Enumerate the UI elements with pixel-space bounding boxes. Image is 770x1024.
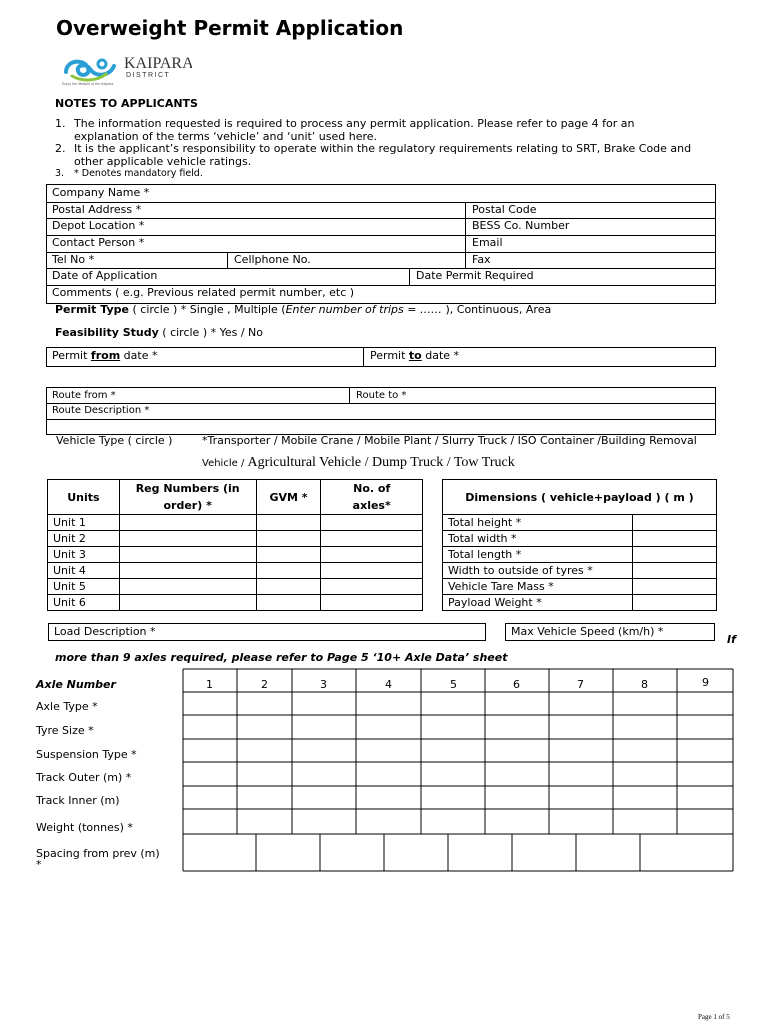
unit-label: Unit 1 <box>48 515 120 531</box>
note-number: 1. <box>55 117 66 130</box>
note-text: * Denotes mandatory field. <box>74 168 203 179</box>
axle-row-label: Track Outer (m) * <box>36 771 132 784</box>
page-number: Page 1 of 5 <box>698 1013 730 1021</box>
permit-type-label: Permit Type <box>55 303 129 316</box>
note-text: It is the applicant’s responsibility to operate within the regulatory requirements relating to SRT, Brake Code and <box>74 142 692 155</box>
axle-number: 5 <box>450 678 457 691</box>
reg-numbers-header: Reg Numbers (in order) * <box>119 480 256 515</box>
axle-note-if: If <box>727 633 736 646</box>
dimension-label: Vehicle Tare Mass * <box>443 579 633 595</box>
logo-text-district: DISTRICT <box>126 72 171 79</box>
note-text: other applicable vehicle ratings. <box>74 154 252 168</box>
axle-number: 2 <box>261 678 268 691</box>
units-header: Units <box>48 480 120 515</box>
permit-trips-input[interactable]: Enter number of trips = …… <box>285 303 446 316</box>
unit-label: Unit 5 <box>48 579 120 595</box>
unit-label: Unit 6 <box>48 595 120 611</box>
cellphone-field[interactable]: Cellphone No. <box>234 253 311 266</box>
vehicle-type-options-2[interactable]: Vehicle / Agricultural Vehicle / Dump Truck / Tow Truck <box>202 455 515 470</box>
note-number: 2. <box>55 142 66 155</box>
postal-code-field[interactable]: Postal Code <box>472 203 537 216</box>
dimension-label: Total width * <box>443 531 633 547</box>
axle-number: 1 <box>206 678 213 691</box>
axle-number: 6 <box>513 678 520 691</box>
axle-number: 4 <box>385 678 392 691</box>
axles-header: No. of axles* <box>321 480 423 515</box>
axle-number: 9 <box>702 676 709 689</box>
feasibility-label: Feasibility Study <box>55 326 159 339</box>
vehicle-type-label: Vehicle Type ( circle ) <box>56 434 173 447</box>
postal-address-field[interactable]: Postal Address * <box>52 203 142 216</box>
axle-row-label: Suspension Type * <box>36 748 137 761</box>
company-name-field[interactable]: Company Name * <box>52 186 150 199</box>
bess-number-field[interactable]: BESS Co. Number <box>472 219 570 232</box>
unit-label: Unit 3 <box>48 547 120 563</box>
dimensions-header: Dimensions ( vehicle+payload ) ( m ) <box>443 480 717 515</box>
logo-tagline: Enjoy the lifestyle of the Kaipara <box>62 82 114 86</box>
comments-field[interactable]: Comments ( e.g. Previous related permit number, etc ) <box>52 286 355 299</box>
note-number: 3. <box>55 168 65 179</box>
permit-to-date-field[interactable]: Permit to date * <box>370 349 460 362</box>
axle-row-label: * <box>36 858 42 871</box>
axle-number: 8 <box>641 678 648 691</box>
contact-person-field[interactable]: Contact Person * <box>52 236 145 249</box>
gvm-header: GVM * <box>256 480 321 515</box>
route-description-field[interactable]: Route Description * <box>52 405 150 416</box>
logo-text-kaipara: KAIPARA <box>124 55 192 72</box>
route-from-field[interactable]: Route from * <box>52 390 116 401</box>
dimension-label: Width to outside of tyres * <box>443 563 633 579</box>
unit-label: Unit 4 <box>48 563 120 579</box>
permit-type-options: ( circle ) * Single , Multiple ( <box>128 303 286 316</box>
permit-type-options-2: ), Continuous, Area <box>445 303 552 316</box>
axle-note-text: more than 9 axles required, please refer to Page 5 ‘10+ Axle Data’ sheet <box>55 651 508 664</box>
axle-number: 3 <box>320 678 327 691</box>
email-field[interactable]: Email <box>472 236 503 249</box>
axle-row-label: Weight (tonnes) * <box>36 821 133 834</box>
route-to-field[interactable]: Route to * <box>356 390 407 401</box>
date-permit-required-field[interactable]: Date Permit Required <box>416 269 534 282</box>
page-title: Overweight Permit Application <box>56 16 404 40</box>
axle-row-label: Axle Type * <box>36 700 98 713</box>
max-speed-label: Max Vehicle Speed (km/h) * <box>511 625 664 638</box>
dimension-label: Total length * <box>443 547 633 563</box>
tel-no-field[interactable]: Tel No * <box>52 253 95 266</box>
notes-heading: NOTES TO APPLICANTS <box>55 97 198 110</box>
axle-row-label: Track Inner (m) <box>36 794 120 807</box>
axle-row-label: Spacing from prev (m) <box>36 847 160 860</box>
note-text: The information requested is required to process any permit application. Please refer to page 4 for an <box>74 117 635 130</box>
note-text: explanation of the terms ‘vehicle’ and ‘unit’ used here. <box>74 129 378 143</box>
load-description-label: Load Description * <box>54 625 156 638</box>
dimension-label: Total height * <box>443 515 633 531</box>
fax-field[interactable]: Fax <box>472 253 491 266</box>
feasibility-options: ( circle ) * Yes / No <box>158 326 264 339</box>
axle-row-label: Tyre Size * <box>36 724 94 737</box>
dimension-label: Payload Weight * <box>443 595 633 611</box>
vehicle-type-options[interactable]: *Transporter / Mobile Crane / Mobile Plant / Slurry Truck / ISO Container /Building Removal <box>202 434 697 447</box>
axle-number: 7 <box>577 678 584 691</box>
permit-from-date-field[interactable]: Permit from date * <box>52 349 158 362</box>
unit-label: Unit 2 <box>48 531 120 547</box>
depot-location-field[interactable]: Depot Location * <box>52 219 145 232</box>
axle-number-header: Axle Number <box>36 678 116 691</box>
date-of-application-field[interactable]: Date of Application <box>52 269 158 282</box>
